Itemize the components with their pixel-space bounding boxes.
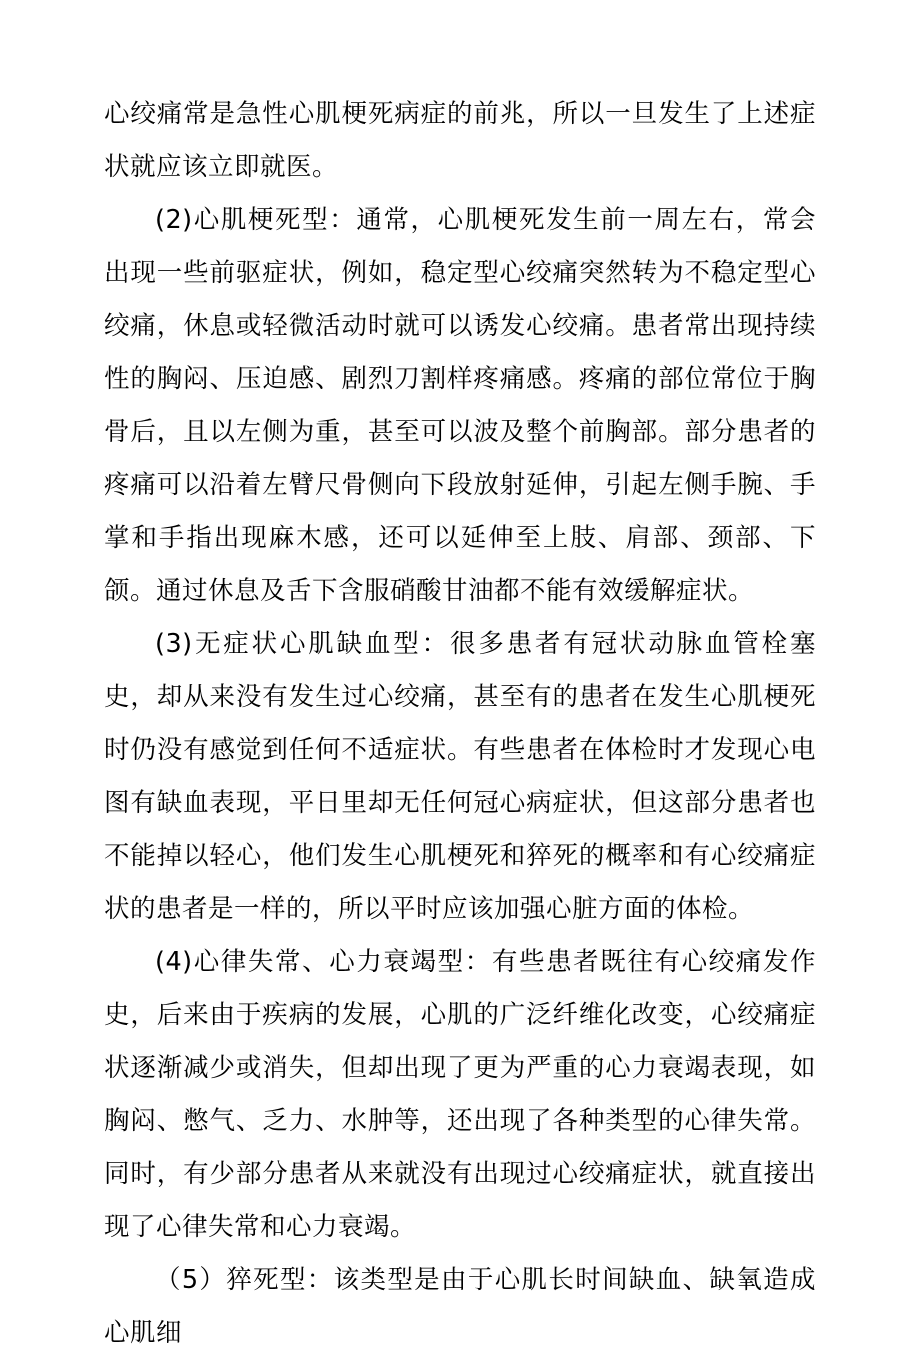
paragraph-4: (4)心律失常、心力衰竭型：有些患者既往有心绞痛发作史，后来由于疾病的发展，心肌的广泛纤维化改变，心绞痛症状逐渐减少或消失，但却出现了更为严重的心力衰竭表现，如胸闷、憋气、乏力、水肿等，还出现了各种类型的心律失常。同时，有少部分患者从来就没有出现过心绞痛症状，就直接出现了心律失常和心力衰竭。 bbox=[104, 947, 816, 1242]
paragraph-1: 心绞痛常是急性心肌梗死病症的前兆，所以一旦发生了上述症状就应该立即就医。 bbox=[104, 99, 816, 182]
paragraph-5: （5）猝死型：该类型是由于心肌长时间缺血、缺氧造成心肌细 bbox=[104, 1265, 816, 1348]
paragraph-2: (2)心肌梗死型：通常，心肌梗死发生前一周左右，常会出现一些前驱症状，例如，稳定型心绞痛突然转为不稳定型心绞痛，休息或轻微活动时就可以诱发心绞痛。患者常出现持续性的胸闷、压迫感、剧烈刀割样疼痛感。疼痛的部位常位于胸骨后，且以左侧为重，甚至可以波及整个前胸部。部分患者的疼痛可以沿着左臂尺骨侧向下段放射延伸，引起左侧手腕、手掌和手指出现麻木感，还可以延伸至上肢、肩部、颈部、下颌。通过休息及舌下含服硝酸甘油都不能有效缓解症状。 bbox=[104, 205, 816, 606]
document-body bbox=[104, 88, 816, 1360]
paragraph-3: (3)无症状心肌缺血型：很多患者有冠状动脉血管栓塞史，却从来没有发生过心绞痛，甚至有的患者在发生心肌梗死时仍没有感觉到任何不适症状。有些患者在体检时才发现心电图有缺血表现，平日里却无任何冠心病症状，但这部分患者也不能掉以轻心，他们发生心肌梗死和猝死的概率和有心绞痛症状的患者是一样的，所以平时应该加强心脏方面的体检。 bbox=[104, 629, 816, 924]
